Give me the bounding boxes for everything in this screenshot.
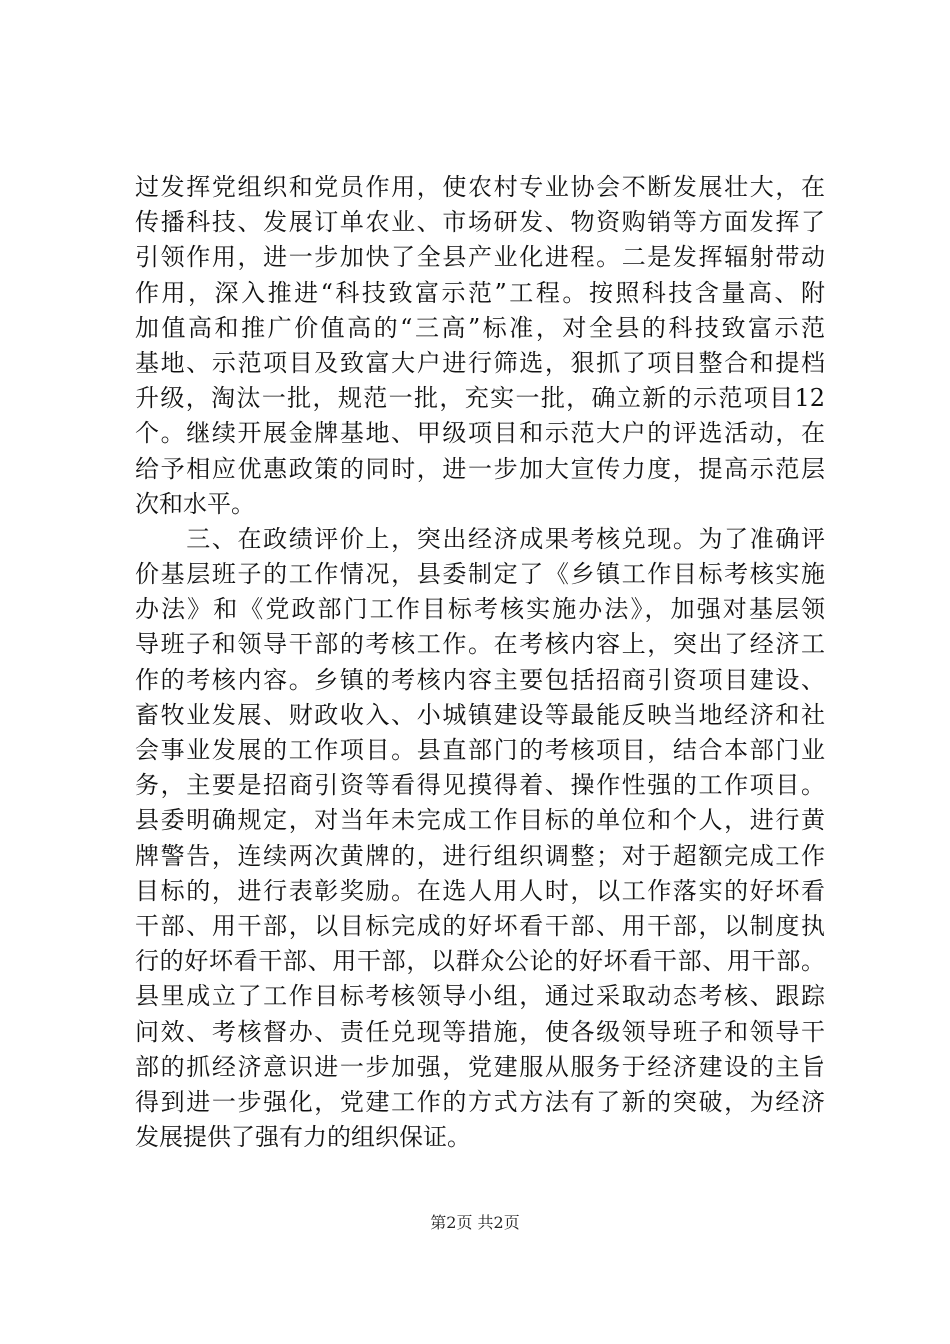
- text-line: 目标的，进行表彰奖励。在选人用人时，以工作落实的好坏看: [135, 876, 825, 905]
- text-line: 县里成立了工作目标考核领导小组，通过采取动态考核、跟踪: [135, 982, 825, 1011]
- text-line: 个。继续开展金牌基地、甲级项目和示范大户的评选活动，在: [135, 419, 825, 448]
- text-line: 干部、用干部，以目标完成的好坏看干部、用干部，以制度执: [135, 911, 825, 940]
- body-text: [135, 170, 825, 1155]
- text-line: 给予相应优惠政策的同时，进一步加大宣传力度，提高示范层: [135, 454, 825, 483]
- text-line: 得到进一步强化，党建工作的方式方法有了新的突破，为经济: [135, 1087, 825, 1116]
- text-line: 问效、考核督办、责任兑现等措施，使各级领导班子和领导干: [135, 1017, 825, 1046]
- text-line: 发展提供了强有力的组织保证。: [135, 1123, 471, 1152]
- text-line: 价基层班子的工作情况，县委制定了《乡镇工作目标考核实施: [135, 560, 825, 589]
- text-line: 传播科技、发展订单农业、市场研发、物资购销等方面发挥了: [135, 208, 825, 237]
- text-line: 畜牧业发展、财政收入、小城镇建设等最能反映当地经济和社: [135, 700, 825, 729]
- text-line: 过发挥党组织和党员作用，使农村专业协会不断发展壮大，在: [135, 173, 825, 201]
- text-line: 行的好坏看干部、用干部，以群众公论的好坏看干部、用干部。: [135, 947, 825, 976]
- text-line: 部的抓经济意识进一步加强，党建服从服务于经济建设的主旨: [135, 1052, 825, 1081]
- text-line: 务，主要是招商引资等看得见摸得着、操作性强的工作项目。: [135, 771, 825, 800]
- text-line: 基地、示范项目及致富大户进行筛选，狠抓了项目整合和提档: [135, 348, 825, 377]
- page-number: 第2页 共2页: [430, 1213, 520, 1232]
- text-line: 次和水平。: [135, 489, 255, 518]
- text-line: 升级，淘汰一批，规范一批，充实一批，确立新的示范项目12: [135, 384, 825, 413]
- text-line: 作的考核内容。乡镇的考核内容主要包括招商引资项目建设、: [135, 665, 825, 694]
- text-line: 办法》和《党政部门工作目标考核实施办法》，加强对基层领: [135, 595, 825, 624]
- text-line: 作用，深入推进“科技致富示范”工程。按照科技含量高、附: [135, 278, 825, 307]
- text-line: 县委明确规定，对当年未完成工作目标的单位和个人，进行黄: [135, 806, 825, 835]
- text-line: 导班子和领导干部的考核工作。在考核内容上，突出了经济工: [135, 630, 825, 659]
- text-line: 会事业发展的工作项目。县直部门的考核项目，结合本部门业: [135, 736, 825, 764]
- text-line: 三、在政绩评价上，突出经济成果考核兑现。为了准确评: [135, 524, 825, 553]
- text-line: 牌警告，连续两次黄牌的，进行组织调整；对于超额完成工作: [135, 841, 825, 870]
- text-line: 加值高和推广价值高的“三高”标准，对全县的科技致富示范: [135, 313, 825, 342]
- text-line: 引领作用，进一步加快了全县产业化进程。二是发挥辐射带动: [135, 243, 825, 272]
